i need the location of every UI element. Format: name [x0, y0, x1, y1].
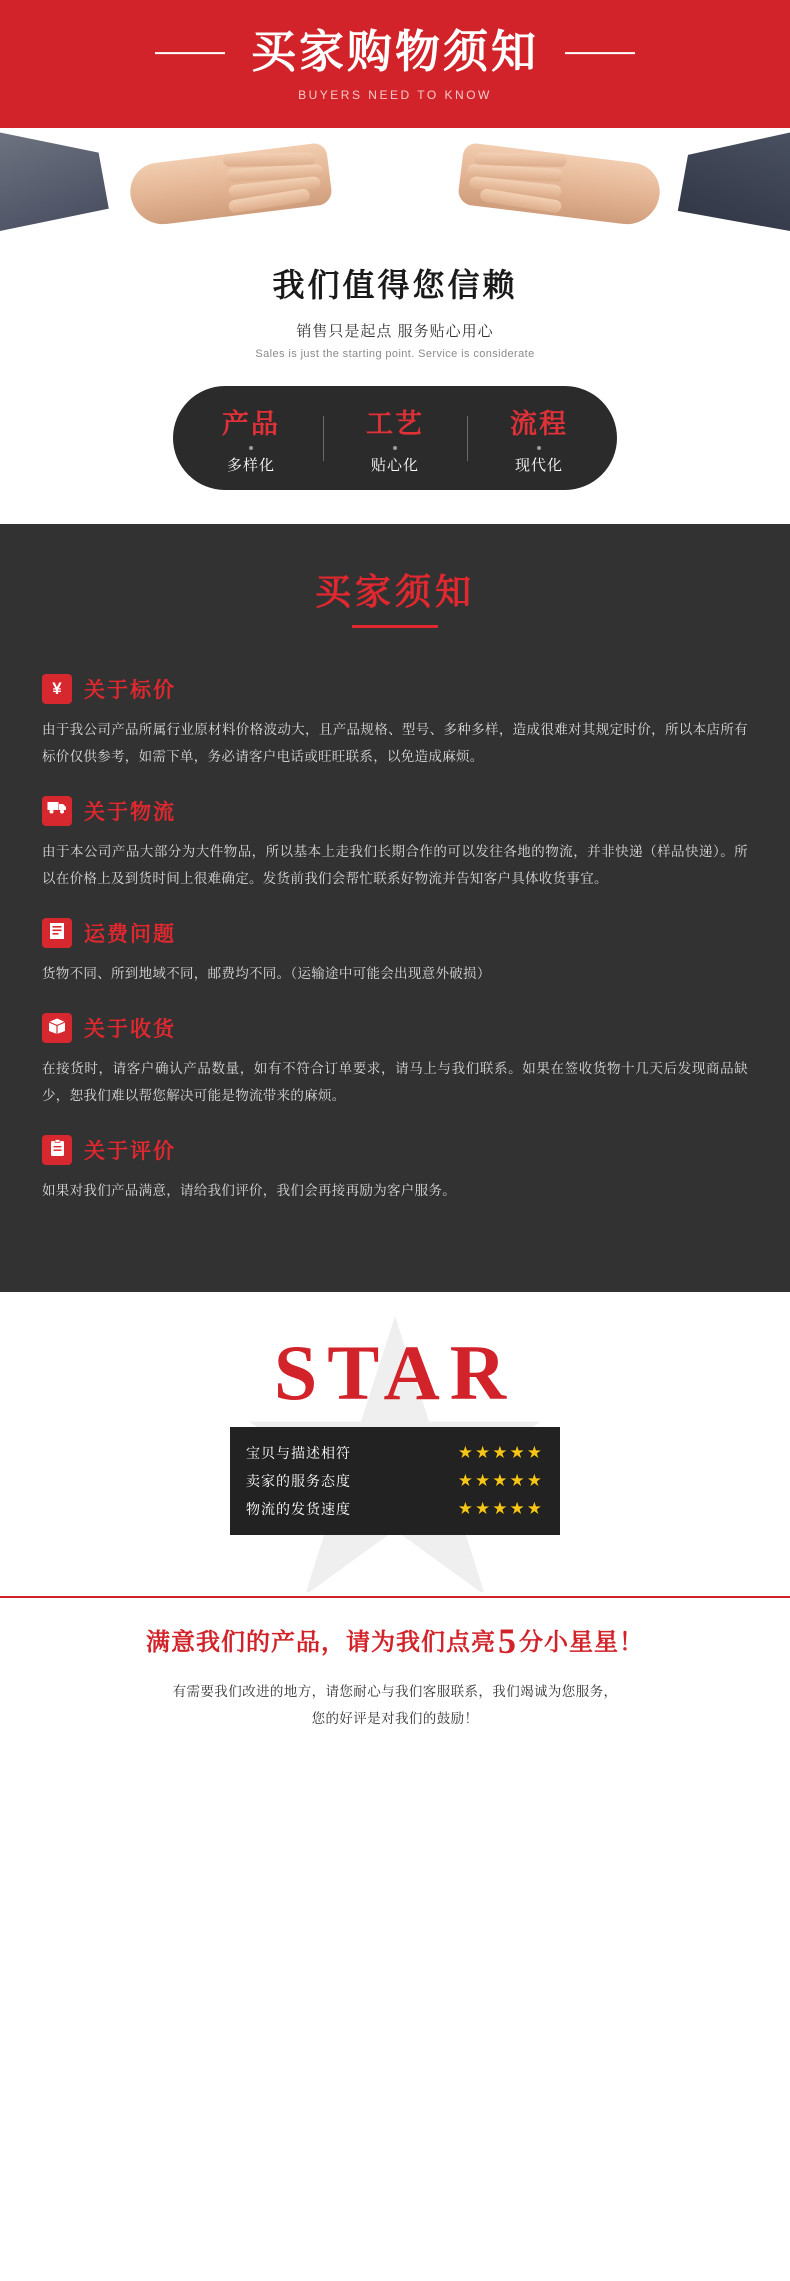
- notice-item-header: [42, 1135, 748, 1165]
- rating-label: 宝贝与描述相符: [246, 1445, 351, 1461]
- trust-title: 我们值得您信赖: [272, 267, 518, 303]
- feature-pill-subtitle: 多样化: [226, 456, 275, 474]
- notice-item-title: 关于评价: [84, 1140, 176, 1163]
- notice-item-logistics: [42, 796, 748, 892]
- right-hand: [457, 142, 663, 228]
- notice-item-header: [42, 674, 748, 704]
- star-wordmark: STAR: [273, 1329, 517, 1416]
- rating-label: 物流的发货速度: [246, 1501, 351, 1517]
- banner-content: [185, 26, 605, 102]
- notice-item-title: 关于标价: [84, 679, 176, 702]
- notice-item-receiving: [42, 1013, 748, 1109]
- dot-icon: [537, 446, 541, 450]
- star-rating-icons: ★★★★★: [457, 1471, 544, 1490]
- notice-item-body: 由于我公司产品所属行业原材料价格波动大，且产品规格、型号、多种多样，造成很难对其规定时价，所以本店所有标价仅供参考，如需下单，务必请客户电话或旺旺联系，以免造成麻烦。: [42, 722, 748, 764]
- feature-pill-subtitle: 贴心化: [370, 456, 419, 474]
- page-banner: [0, 0, 790, 128]
- notice-item-title: 运费问题: [84, 923, 176, 946]
- dot-icon: [393, 446, 397, 450]
- footer-line-2: 您的好评是对我们的鼓励！: [311, 1711, 479, 1726]
- notice-item-body: 在接货时，请客户确认产品数量，如有不符合订单要求，请马上与我们联系。如果在签收货物十几天后发现商品缺少，恕我们难以帮您解决可能是物流带来的麻烦。: [42, 1061, 748, 1103]
- truck-icon: [42, 796, 72, 826]
- feature-pill-bar: [173, 386, 617, 490]
- star-rating-icons: ★★★★★: [457, 1443, 544, 1462]
- footer-headline-prefix: 满意我们的产品，请为我们点亮: [146, 1629, 496, 1656]
- rating-box: [230, 1427, 560, 1535]
- footer-line-1: 有需要我们改进的地方，请您耐心与我们客服联系，我们竭诚为您服务，: [172, 1684, 618, 1699]
- buyer-notice-section: [0, 524, 790, 1292]
- trust-section: [0, 240, 790, 524]
- star-rating-icons: ★★★★★: [457, 1499, 544, 1518]
- feature-pill-subtitle: 现代化: [514, 456, 563, 474]
- rating-row-service: [246, 1467, 544, 1495]
- feature-pill-product: [179, 402, 323, 475]
- rating-row-shipping-speed: [246, 1495, 544, 1523]
- notice-item-body: 由于本公司产品大部分为大件物品，所以基本上走我们长期合作的可以发往各地的物流，并非快递（样品快递）。所以在价格上及到货时间上很难确定。发货前我们会帮忙联系好物流并告知客户具体收货事宜。: [42, 844, 748, 886]
- notice-item-body: 货物不同、所到地域不同，邮费均不同。（运输途中可能会出现意外破损）: [42, 966, 491, 981]
- notice-title: 买家须知: [0, 564, 790, 638]
- rating-row-item-match: [246, 1439, 544, 1467]
- trust-subtitle-cn: 销售只是起点 服务贴心用心: [296, 323, 494, 340]
- divider: [0, 1596, 790, 1598]
- notice-item-review: [42, 1135, 748, 1204]
- notice-item-pricing: [42, 674, 748, 770]
- banner-subtitle: BUYERS NEED TO KNOW: [298, 87, 492, 102]
- notice-list: [0, 674, 790, 1204]
- handshake-photo: [0, 128, 790, 240]
- yen-icon: ¥: [42, 674, 72, 704]
- notice-item-title: 关于收货: [84, 1018, 176, 1041]
- left-hand: [127, 142, 333, 228]
- document-icon: [42, 918, 72, 948]
- feature-pill-title: 工艺: [366, 408, 424, 439]
- footer-headline-suffix: 分小星星！: [519, 1629, 644, 1656]
- feature-pill-title: 流程: [510, 408, 568, 439]
- trust-subtitle-en: Sales is just the starting point. Service is considerate: [255, 348, 535, 360]
- banner-title: 买家购物须知: [225, 26, 565, 78]
- rating-label: 卖家的服务态度: [246, 1473, 351, 1489]
- box-icon: [42, 1013, 72, 1043]
- footer-section: [0, 1592, 790, 1762]
- feature-pill-craft: [323, 402, 467, 475]
- footer-headline-number: 5: [498, 1621, 517, 1661]
- notice-item-title: 关于物流: [84, 801, 176, 824]
- feature-pill-title: 产品: [222, 408, 280, 439]
- notice-item-shipping-fee: [42, 918, 748, 987]
- dot-icon: [249, 446, 253, 450]
- notice-item-body: 如果对我们产品满意，请给我们评价，我们会再接再励为客户服务。: [42, 1183, 456, 1198]
- notice-item-header: [42, 1013, 748, 1043]
- rating-section: [0, 1292, 790, 1592]
- feature-pill-process: [467, 402, 611, 475]
- notice-item-header: [42, 796, 748, 826]
- clipboard-icon: [42, 1135, 72, 1165]
- notice-item-header: [42, 918, 748, 948]
- footer-headline: [0, 1620, 790, 1662]
